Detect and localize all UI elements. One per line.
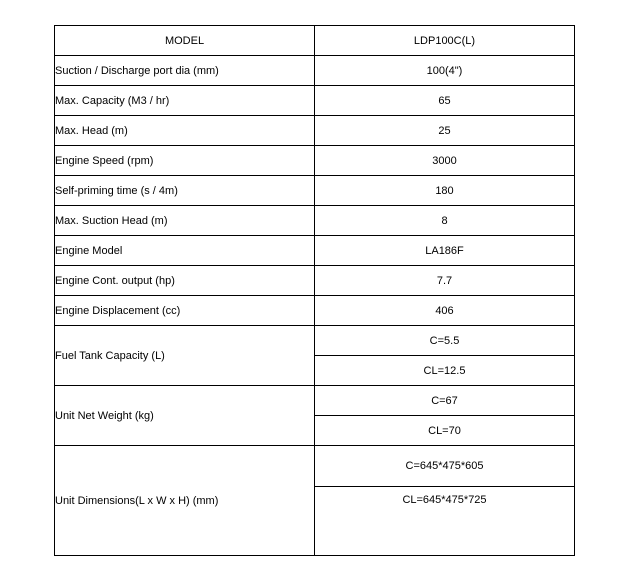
row-value: 180 xyxy=(315,176,575,206)
row-label: Max. Suction Head (m) xyxy=(55,206,315,236)
table-row xyxy=(55,326,575,356)
table-row xyxy=(55,146,575,176)
table-row xyxy=(55,296,575,326)
row-value: 406 xyxy=(315,296,575,326)
row-label: Engine Displacement (cc) xyxy=(55,296,315,326)
row-value: 25 xyxy=(315,116,575,146)
fuel-tank-value-c: C=5.5 xyxy=(315,326,575,356)
table-row xyxy=(55,236,575,266)
table-row xyxy=(55,176,575,206)
net-weight-value-cl: CL=70 xyxy=(315,416,575,446)
fuel-tank-value-cl: CL=12.5 xyxy=(315,356,575,386)
table-header-row xyxy=(55,26,575,56)
row-value: 7.7 xyxy=(315,266,575,296)
dimensions-value-cl: CL=645*475*725 xyxy=(315,487,575,556)
row-value: LA186F xyxy=(315,236,575,266)
row-value: 8 xyxy=(315,206,575,236)
row-label: Self-priming time (s / 4m) xyxy=(55,176,315,206)
net-weight-label: Unit Net Weight (kg) xyxy=(55,386,315,446)
table-row xyxy=(55,266,575,296)
row-label: Suction / Discharge port dia (mm) xyxy=(55,56,315,86)
fuel-tank-label: Fuel Tank Capacity (L) xyxy=(55,326,315,386)
row-value: 100(4") xyxy=(315,56,575,86)
dimensions-value-c: C=645*475*605 xyxy=(315,446,575,487)
row-label: Max. Head (m) xyxy=(55,116,315,146)
model-header-label: MODEL xyxy=(55,26,315,56)
table-row xyxy=(55,86,575,116)
table-row xyxy=(55,386,575,416)
net-weight-value-c: C=67 xyxy=(315,386,575,416)
row-label: Engine Cont. output (hp) xyxy=(55,266,315,296)
table-row xyxy=(55,116,575,146)
row-value: 65 xyxy=(315,86,575,116)
row-value: 3000 xyxy=(315,146,575,176)
table-row xyxy=(55,446,575,487)
dimensions-label: Unit Dimensions(L x W x H) (mm) xyxy=(55,446,315,556)
table-row xyxy=(55,206,575,236)
row-label: Engine Model xyxy=(55,236,315,266)
spec-table xyxy=(54,25,575,556)
row-label: Max. Capacity (M3 / hr) xyxy=(55,86,315,116)
table-row xyxy=(55,56,575,86)
model-header-value: LDP100C(L) xyxy=(315,26,575,56)
row-label: Engine Speed (rpm) xyxy=(55,146,315,176)
